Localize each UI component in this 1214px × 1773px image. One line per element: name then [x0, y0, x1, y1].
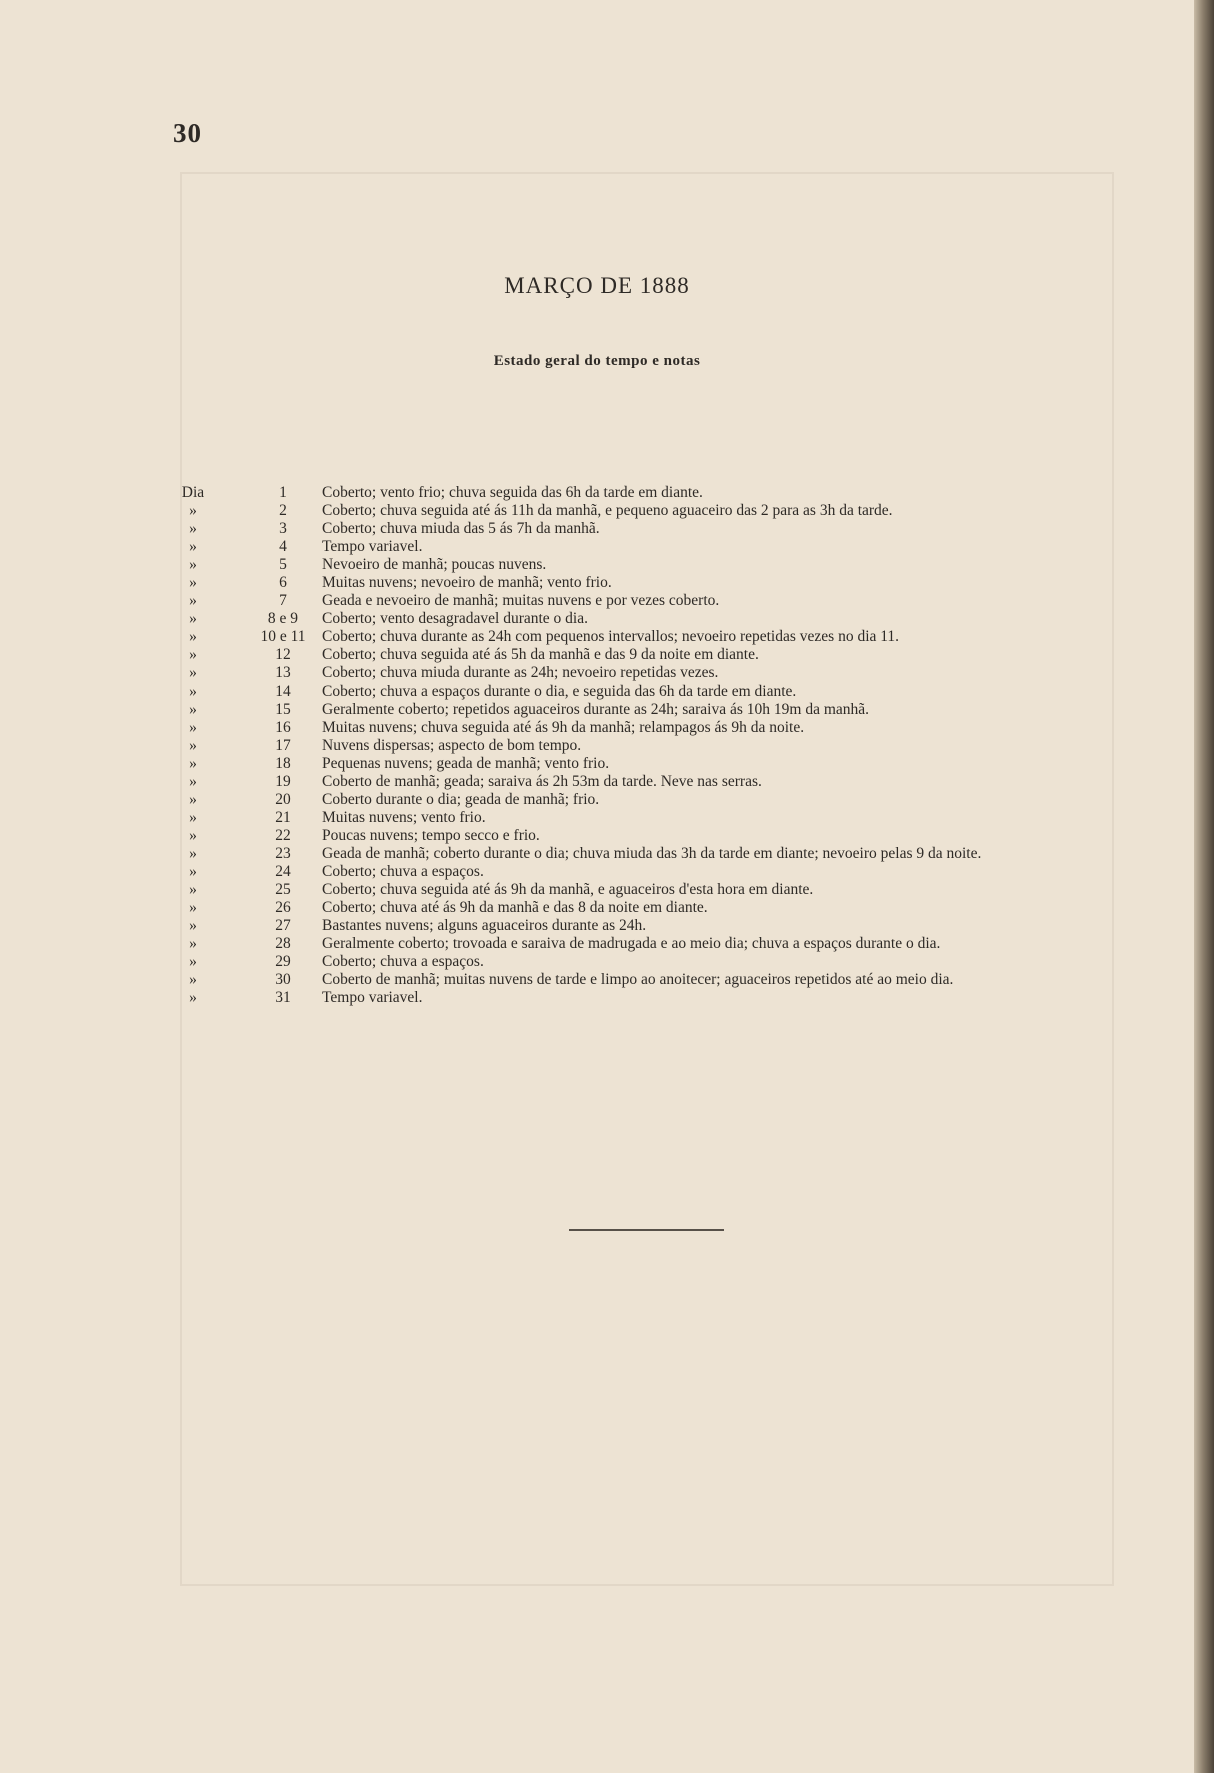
note-row — [178, 755, 1188, 773]
day-number: 20 — [275, 790, 291, 808]
note-row — [178, 935, 1188, 953]
note-row — [178, 827, 1188, 845]
page-subtitle: Estado geral do tempo e notas — [493, 353, 701, 369]
day-marker: » — [189, 646, 197, 664]
day-number: 5 — [279, 556, 287, 574]
weather-note: Tempo variavel. — [322, 989, 423, 1007]
day-marker: » — [189, 989, 197, 1007]
note-row — [178, 502, 1188, 520]
weather-note: Nevoeiro de manhã; poucas nuvens. — [322, 556, 547, 574]
weather-note: Coberto; chuva a espaços durante o dia, e seguida das 6h da tarde em diante. — [322, 682, 797, 700]
day-marker: » — [189, 826, 197, 844]
day-marker: » — [189, 935, 197, 953]
day-marker: » — [189, 610, 197, 628]
day-number: 31 — [275, 989, 291, 1007]
day-number: 22 — [275, 826, 291, 844]
day-marker: » — [189, 844, 197, 862]
note-row — [178, 701, 1188, 719]
day-marker: » — [189, 628, 197, 646]
weather-note: Geralmente coberto; repetidos aguaceiros durante as 24h; saraiva ás 10h 19m da manhã. — [322, 700, 870, 718]
page-title: MARÇO DE 1888 — [504, 273, 690, 298]
weather-note: Coberto; chuva miuda das 5 ás 7h da manhã. — [322, 520, 600, 538]
weather-note: Geralmente coberto; trovoada e saraiva de madrugada e ao meio dia; chuva a espaços durante o dia. — [322, 935, 941, 953]
day-marker: » — [189, 917, 197, 935]
day-number: 24 — [275, 862, 291, 880]
weather-note: Coberto de manhã; muitas nuvens de tarde e limpo ao anoitecer; aguaceiros repetidos até ao meio dia. — [322, 971, 954, 989]
day-number: 10 e 11 — [260, 628, 306, 646]
note-row — [178, 610, 1188, 628]
note-row — [178, 953, 1188, 971]
note-row — [178, 773, 1188, 791]
weather-note: Coberto; chuva a espaços. — [322, 862, 484, 880]
closing-rule — [569, 1229, 724, 1231]
day-marker: » — [189, 953, 197, 971]
note-row — [178, 520, 1188, 538]
weather-note: Coberto durante o dia; geada de manhã; frio. — [322, 790, 600, 808]
weather-note: Geada e nevoeiro de manhã; muitas nuvens e por vezes coberto. — [322, 592, 720, 610]
day-number: 18 — [275, 754, 291, 772]
day-marker: » — [189, 556, 197, 574]
day-number: 12 — [275, 646, 291, 664]
day-marker: » — [189, 899, 197, 917]
note-row — [178, 791, 1188, 809]
day-number: 19 — [275, 772, 291, 790]
day-number: 7 — [279, 592, 287, 610]
note-row — [178, 556, 1188, 574]
weather-note: Coberto; chuva durante as 24h com pequenos intervallos; nevoeiro repetidas vezes no dia 11. — [322, 628, 900, 646]
day-number: 4 — [279, 538, 287, 556]
note-row — [178, 628, 1188, 646]
weather-note: Pequenas nuvens; geada de manhã; vento frio. — [322, 754, 610, 772]
weather-note: Coberto; chuva seguida até ás 9h da manhã, e aguaceiros d'esta hora em diante. — [322, 881, 814, 899]
day-marker: » — [189, 592, 197, 610]
weather-note: Coberto; chuva a espaços. — [322, 953, 484, 971]
weather-note: Poucas nuvens; tempo secco e frio. — [322, 826, 540, 844]
day-marker: » — [189, 520, 197, 538]
note-row — [178, 989, 1188, 1007]
day-marker: » — [189, 700, 197, 718]
weather-note: Muitas nuvens; chuva seguida até ás 9h da manhã; relampagos ás 9h da noite. — [322, 718, 805, 736]
weather-note: Bastantes nuvens; alguns aguaceiros durante as 24h. — [322, 917, 647, 935]
note-row — [178, 737, 1188, 755]
day-marker: » — [189, 808, 197, 826]
day-number: 30 — [275, 971, 291, 989]
weather-note: Geada de manhã; coberto durante o dia; chuva miuda das 3h da tarde em diante; nevoeiro pelas 9 da noite. — [322, 844, 982, 862]
day-number: 21 — [275, 808, 291, 826]
day-number: 6 — [279, 574, 287, 592]
note-row — [178, 917, 1188, 935]
day-number: 15 — [275, 700, 291, 718]
day-marker: » — [189, 664, 197, 682]
day-marker: » — [189, 881, 197, 899]
day-number: 27 — [275, 917, 291, 935]
note-row — [178, 484, 1188, 502]
note-row — [178, 646, 1188, 664]
day-marker: » — [189, 538, 197, 556]
day-number: 14 — [275, 682, 291, 700]
weather-note: Nuvens dispersas; aspecto de bom tempo. — [322, 736, 582, 754]
page-number: 30 — [173, 118, 202, 148]
weather-note: Muitas nuvens; nevoeiro de manhã; vento frio. — [322, 574, 612, 592]
note-row — [178, 683, 1188, 701]
day-marker: » — [189, 754, 197, 772]
day-number: 26 — [275, 899, 291, 917]
note-row — [178, 845, 1188, 863]
day-number: 29 — [275, 953, 291, 971]
note-row — [178, 664, 1188, 682]
day-number: 1 — [279, 484, 287, 501]
weather-note: Coberto; chuva até ás 9h da manhã e das 8 da noite em diante. — [322, 899, 708, 917]
weather-notes-list — [178, 484, 1188, 1007]
note-row — [178, 538, 1188, 556]
note-row — [178, 809, 1188, 827]
day-number: 3 — [279, 520, 287, 538]
day-marker: » — [189, 862, 197, 880]
day-marker: » — [189, 971, 197, 989]
weather-note: Muitas nuvens; vento frio. — [322, 808, 486, 826]
weather-note: Coberto; chuva seguida até ás 5h da manhã e das 9 da noite em diante. — [322, 646, 759, 664]
day-number: 8 e 9 — [267, 610, 299, 628]
day-number: 28 — [275, 935, 291, 953]
day-marker: » — [189, 574, 197, 592]
weather-note: Coberto; chuva seguida até ás 11h da manhã, e pequeno aguaceiro das 2 para as 3h da tarde. — [322, 502, 893, 520]
day-number: 25 — [275, 881, 291, 899]
day-marker: » — [189, 682, 197, 700]
note-row — [178, 863, 1188, 881]
day-marker: » — [189, 502, 197, 520]
day-marker: » — [189, 736, 197, 754]
day-marker: » — [189, 790, 197, 808]
day-number: 13 — [275, 664, 291, 682]
note-row — [178, 719, 1188, 737]
page-binding-edge — [1194, 0, 1214, 1773]
weather-note: Coberto de manhã; geada; saraiva ás 2h 53m da tarde. Neve nas serras. — [322, 772, 762, 790]
weather-note: Coberto; vento desagradavel durante o dia. — [322, 610, 588, 628]
weather-note: Coberto; vento frio; chuva seguida das 6h da tarde em diante. — [322, 484, 703, 501]
weather-note: Coberto; chuva miuda durante as 24h; nevoeiro repetidas vezes. — [322, 664, 719, 682]
day-marker: Dia — [181, 484, 205, 501]
note-row — [178, 574, 1188, 592]
note-row — [178, 592, 1188, 610]
weather-note: Tempo variavel. — [322, 538, 423, 556]
day-marker: » — [189, 718, 197, 736]
note-row — [178, 881, 1188, 899]
day-number: 16 — [275, 718, 291, 736]
day-marker: » — [189, 772, 197, 790]
note-row — [178, 971, 1188, 989]
day-number: 17 — [275, 736, 291, 754]
day-number: 2 — [279, 502, 287, 520]
note-row — [178, 899, 1188, 917]
day-number: 23 — [275, 844, 291, 862]
